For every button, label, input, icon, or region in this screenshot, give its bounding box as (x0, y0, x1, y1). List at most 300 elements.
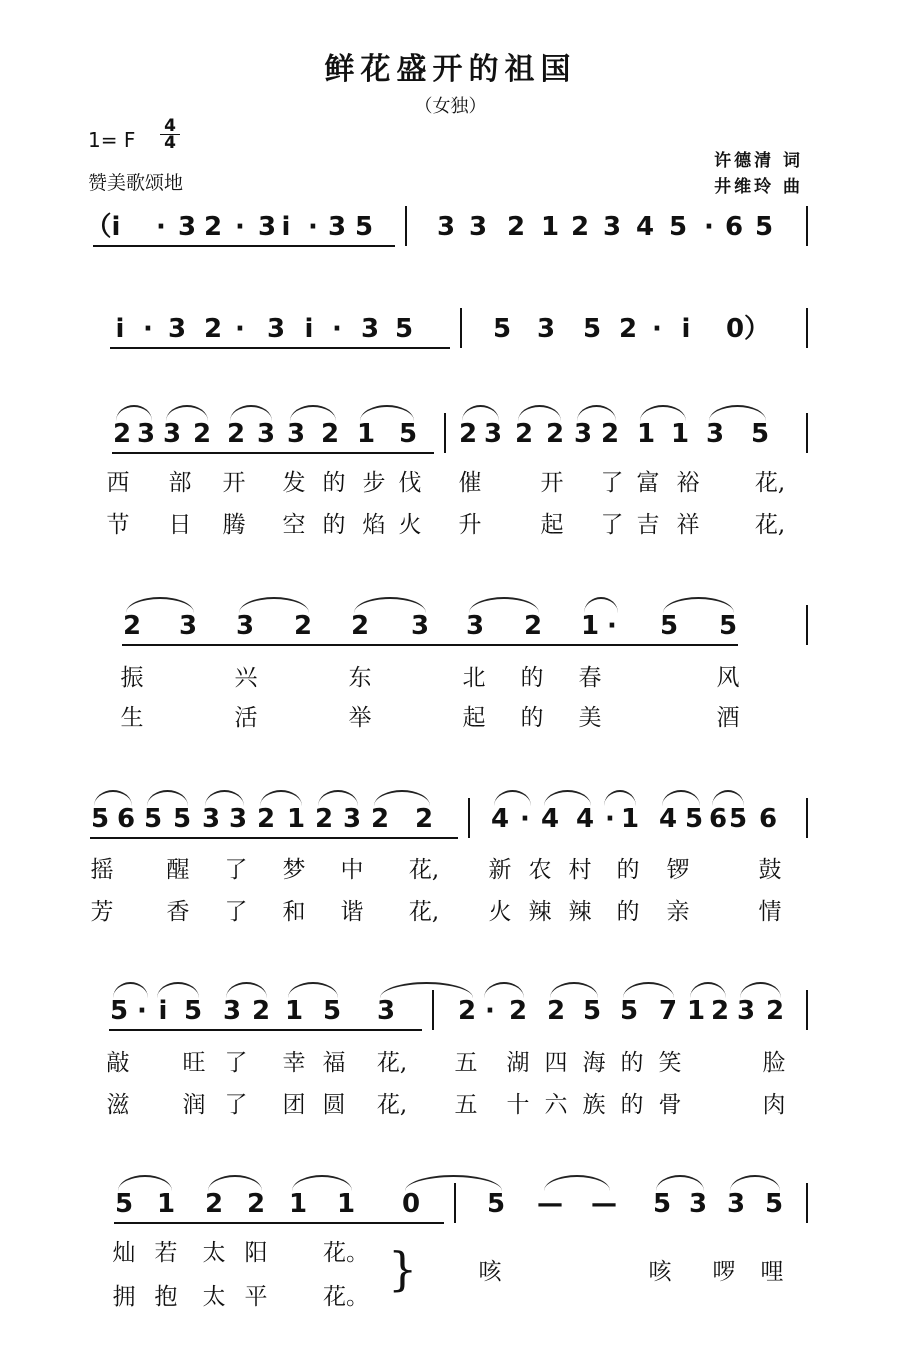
refrain-syllable: 咳 (648, 1259, 672, 1285)
lyric-syllable: 新 (488, 857, 512, 883)
slur-arc (640, 405, 686, 421)
key-signature: 1= F (88, 128, 136, 152)
lyric-syllable: 活 (234, 705, 258, 731)
note: 5 (394, 314, 414, 344)
lyric-syllable: 开 (222, 470, 246, 496)
lyric-syllable: 谐 (340, 899, 364, 925)
slur-arc (288, 982, 338, 998)
note: 2 (256, 804, 276, 834)
note: 3 (705, 419, 725, 449)
slur-arc (374, 790, 430, 806)
slur-arc (484, 982, 524, 998)
lyric-syllable: 的 (520, 665, 544, 691)
note: · (605, 804, 615, 834)
slur-arc (584, 597, 618, 613)
note: 5 (354, 212, 374, 242)
note: 4 (658, 804, 678, 834)
composer-credit: 井维玲 曲 (714, 177, 803, 197)
slur-arc (380, 982, 473, 998)
note: 5 (398, 419, 418, 449)
lyric-syllable: 肉 (762, 1092, 786, 1118)
note: 3 (177, 212, 197, 242)
note: 1 (288, 1189, 308, 1219)
slur-arc (405, 1175, 502, 1191)
lyric-syllable: 太 (202, 1284, 226, 1310)
lyric-syllable: 敲 (106, 1050, 130, 1076)
slur-arc (656, 1175, 704, 1191)
lyric-syllable: 情 (758, 899, 782, 925)
note: 1 (636, 419, 656, 449)
lyric-syllable: 平 (244, 1284, 268, 1310)
note: 2 (508, 996, 528, 1026)
lyric-syllable: 农 (528, 857, 552, 883)
lyric-syllable: 春 (578, 665, 602, 691)
lyric-syllable: 了 (600, 470, 624, 496)
refrain-syllable: 咳 (478, 1259, 502, 1285)
note: 3 (602, 212, 622, 242)
note: 3 (536, 314, 556, 344)
note: 5 (582, 996, 602, 1026)
lyric-syllable: 和 (282, 899, 306, 925)
lyric-syllable: 骨 (658, 1092, 682, 1118)
beam-line (90, 837, 458, 839)
note: 2 (506, 212, 526, 242)
note: 3 (178, 611, 198, 641)
time-denominator: 4 (164, 133, 176, 153)
lyric-syllable: 腾 (222, 512, 246, 538)
note: 2 (122, 611, 142, 641)
slur-arc (690, 982, 726, 998)
note: — (537, 1189, 563, 1219)
lyric-syllable: 花。 (323, 1284, 369, 1310)
note: 3 (162, 419, 182, 449)
slur-arc (577, 405, 616, 421)
note: 1 (284, 996, 304, 1026)
note: 3 (465, 611, 485, 641)
note: 5 (322, 996, 342, 1026)
note: 3 (468, 212, 488, 242)
lyric-syllable: 锣 (666, 857, 690, 883)
note: · (520, 804, 530, 834)
beam-line (109, 1029, 422, 1031)
lyric-syllable: 风 (716, 665, 740, 691)
note: 6 (724, 212, 744, 242)
lyric-syllable: 西 (106, 470, 130, 496)
lyric-syllable: 五 (454, 1050, 478, 1076)
beam-line (93, 245, 395, 247)
slur-arc (740, 982, 781, 998)
note: 3 (256, 419, 276, 449)
note: 3 (228, 804, 248, 834)
note: 2 (546, 996, 566, 1026)
note: 5 (90, 804, 110, 834)
lyric-syllable: 抱 (154, 1284, 178, 1310)
lyric-syllable: 酒 (716, 705, 740, 731)
lyric-syllable: 十 (506, 1092, 530, 1118)
song-title: 鲜花盛开的祖国 (324, 52, 577, 87)
lyric-syllable: 花, (408, 899, 440, 925)
note: 7 (658, 996, 678, 1026)
note: 2 (246, 1189, 266, 1219)
lyric-syllable: 脸 (762, 1050, 786, 1076)
lyric-syllable: 旺 (182, 1050, 206, 1076)
note: 3 (266, 314, 286, 344)
slur-arc (126, 597, 194, 613)
lyric-syllable: 了 (224, 899, 248, 925)
note: · (652, 314, 662, 344)
bar-line (806, 605, 808, 645)
note: 5 (652, 1189, 672, 1219)
note: 2 (457, 996, 477, 1026)
refrain-syllable: 哩 (760, 1259, 784, 1285)
note: 3 (573, 419, 593, 449)
lyric-syllable: 拥 (112, 1284, 136, 1310)
slur-arc (113, 982, 148, 998)
note: 4 (575, 804, 595, 834)
lyric-syllable: 的 (322, 512, 346, 538)
lyric-syllable: 香 (166, 899, 190, 925)
note: 3 (360, 314, 380, 344)
note: i (304, 314, 314, 344)
song-subtitle: （女独） (414, 96, 487, 117)
slur-arc (205, 790, 244, 806)
note: 1 (620, 804, 640, 834)
lyric-syllable: 湖 (506, 1050, 530, 1076)
note: 2 (523, 611, 543, 641)
lyric-syllable: 灿 (112, 1240, 136, 1266)
note: · (137, 996, 147, 1026)
bar-line (806, 413, 808, 453)
lyric-syllable: 润 (182, 1092, 206, 1118)
slur-arc (94, 790, 132, 806)
note: i (281, 212, 291, 242)
note: 3 (736, 996, 756, 1026)
note: · (332, 314, 342, 344)
note: 3 (436, 212, 456, 242)
slur-arc (226, 982, 267, 998)
slur-arc (469, 597, 539, 613)
note: 2 (570, 212, 590, 242)
lyric-syllable: 了 (224, 1050, 248, 1076)
note: 0） (725, 314, 771, 344)
lyric-syllable: 的 (520, 705, 544, 731)
lyric-syllable: 鼓 (758, 857, 782, 883)
lyric-syllable: 圆 (322, 1092, 346, 1118)
note: 2 (320, 419, 340, 449)
note: 2 (600, 419, 620, 449)
note: 3 (167, 314, 187, 344)
slur-arc (544, 1175, 610, 1191)
note: 2 (765, 996, 785, 1026)
note: 3 (257, 212, 277, 242)
lyric-syllable: 花, (408, 857, 440, 883)
note: 1 (670, 419, 690, 449)
note: 3 (688, 1189, 708, 1219)
note: 5 (668, 212, 688, 242)
note: 2 (618, 314, 638, 344)
lyric-syllable: 福 (322, 1050, 346, 1076)
note: 1 (580, 611, 600, 641)
lyric-syllable: 升 (458, 512, 482, 538)
lyric-syllable: 幸 (282, 1050, 306, 1076)
note: 4 (540, 804, 560, 834)
lyric-syllable: 族 (582, 1092, 606, 1118)
note: 5 (754, 212, 774, 242)
note: 5 (582, 314, 602, 344)
note: 5 (109, 996, 129, 1026)
note: 5 (143, 804, 163, 834)
note: 2 (545, 419, 565, 449)
note: 4 (635, 212, 655, 242)
lyric-syllable: 生 (120, 705, 144, 731)
note: · (607, 611, 617, 641)
lyric-syllable: 笑 (658, 1050, 682, 1076)
slur-arc (290, 405, 336, 421)
note: 2 (251, 996, 271, 1026)
lyric-syllable: 花, (754, 512, 786, 538)
lyric-syllable: 摇 (90, 857, 114, 883)
bar-line (460, 308, 462, 348)
lyric-syllable: 空 (282, 512, 306, 538)
lyric-syllable: 富 (636, 470, 660, 496)
lyric-syllable: 东 (348, 665, 372, 691)
bar-line (444, 413, 446, 453)
lyric-syllable: 开 (540, 470, 564, 496)
note: 3 (342, 804, 362, 834)
lyric-syllable: 火 (488, 899, 512, 925)
note: 2 (112, 419, 132, 449)
slur-arc (494, 790, 531, 806)
lyric-syllable: 了 (224, 1092, 248, 1118)
note: 3 (201, 804, 221, 834)
note: 5 (728, 804, 748, 834)
slur-arc (550, 982, 598, 998)
note: 5 (172, 804, 192, 834)
note: i (681, 314, 691, 344)
note: 5 (718, 611, 738, 641)
note: · (235, 314, 245, 344)
note: （i (85, 212, 121, 242)
note: 5 (619, 996, 639, 1026)
lyric-syllable: 花, (754, 470, 786, 496)
note: 1 (356, 419, 376, 449)
note: 5 (684, 804, 704, 834)
lyric-syllable: 的 (322, 470, 346, 496)
lyric-syllable: 亲 (666, 899, 690, 925)
note: 5 (114, 1189, 134, 1219)
lyric-syllable: 滋 (106, 1092, 130, 1118)
note: · (235, 212, 245, 242)
lyric-syllable: 吉 (636, 512, 660, 538)
note: 6 (708, 804, 728, 834)
slur-arc (166, 405, 208, 421)
time-signature (160, 118, 180, 151)
lyric-syllable: 起 (462, 705, 486, 731)
note: · (485, 996, 495, 1026)
bar-line (806, 990, 808, 1030)
slur-arc (208, 1175, 262, 1191)
lyric-syllable: 梦 (282, 857, 306, 883)
beam-line (114, 1222, 444, 1224)
slur-arc (518, 405, 561, 421)
note: 3 (327, 212, 347, 242)
lyric-syllable: 花, (376, 1092, 408, 1118)
lyric-syllable: 步 (362, 470, 386, 496)
slur-arc (544, 790, 591, 806)
lyric-syllable: 花。 (323, 1240, 369, 1266)
note: 2 (710, 996, 730, 1026)
lyric-syllable: 村 (568, 857, 592, 883)
lyric-syllable: 举 (348, 705, 372, 731)
note: · (143, 314, 153, 344)
note: 5 (659, 611, 679, 641)
note: 6 (758, 804, 778, 834)
slur-arc (623, 982, 674, 998)
note: 3 (286, 419, 306, 449)
note: 1 (286, 804, 306, 834)
lyric-syllable: 焰 (362, 512, 386, 538)
lyric-syllable: 花, (376, 1050, 408, 1076)
note: 3 (136, 419, 156, 449)
lyric-syllable: 日 (168, 512, 192, 538)
slur-arc (360, 405, 414, 421)
note: 5 (750, 419, 770, 449)
lyric-syllable: 阳 (244, 1240, 268, 1266)
lyric-syllable: 部 (168, 470, 192, 496)
note: · (156, 212, 166, 242)
lyric-syllable: 四 (544, 1050, 568, 1076)
lyric-syllable: 的 (616, 899, 640, 925)
lyric-syllable: 伐 (398, 470, 422, 496)
time-numerator: 4 (160, 118, 180, 135)
lyric-syllable: 六 (544, 1092, 568, 1118)
lyric-brace: } (388, 1242, 418, 1296)
note: i (158, 996, 168, 1026)
slur-arc (230, 405, 272, 421)
note: 2 (204, 1189, 224, 1219)
lyric-syllable: 发 (282, 470, 306, 496)
note: 2 (514, 419, 534, 449)
note: 2 (203, 212, 223, 242)
note: 2 (293, 611, 313, 641)
beam-line (110, 347, 450, 349)
lyric-syllable: 醒 (166, 857, 190, 883)
slur-arc (318, 790, 358, 806)
lyric-syllable: 祥 (676, 512, 700, 538)
note: 2 (314, 804, 334, 834)
beam-line (122, 644, 738, 646)
lyric-syllable: 节 (106, 512, 130, 538)
lyricist-credit: 许德清 词 (714, 151, 803, 171)
slur-arc (292, 1175, 352, 1191)
lyric-syllable: 海 (582, 1050, 606, 1076)
note: 3 (235, 611, 255, 641)
slur-arc (462, 405, 499, 421)
beam-line (112, 452, 434, 454)
lyric-syllable: 的 (620, 1092, 644, 1118)
note: 1 (336, 1189, 356, 1219)
slur-arc (147, 790, 188, 806)
bar-line (405, 206, 407, 246)
lyric-syllable: 振 (120, 665, 144, 691)
lyric-syllable: 火 (398, 512, 422, 538)
note: 3 (726, 1189, 746, 1219)
note: 5 (764, 1189, 784, 1219)
lyric-syllable: 中 (340, 857, 364, 883)
note: 5 (486, 1189, 506, 1219)
note: 3 (222, 996, 242, 1026)
lyric-syllable: 辣 (528, 899, 552, 925)
note: · (308, 212, 318, 242)
slur-arc (663, 597, 734, 613)
lyric-syllable: 的 (616, 857, 640, 883)
slur-arc (712, 790, 744, 806)
slur-arc (116, 405, 152, 421)
note: 3 (376, 996, 396, 1026)
note: 1 (156, 1189, 176, 1219)
note: 2 (226, 419, 246, 449)
slur-arc (709, 405, 766, 421)
note: 3 (410, 611, 430, 641)
slur-arc (239, 597, 309, 613)
lyric-syllable: 的 (620, 1050, 644, 1076)
bar-line (468, 798, 470, 838)
slur-arc (118, 1175, 172, 1191)
note: 1 (686, 996, 706, 1026)
note: 2 (192, 419, 212, 449)
note: 2 (370, 804, 390, 834)
note: 3 (483, 419, 503, 449)
refrain-syllable: 啰 (712, 1259, 736, 1285)
note: 6 (116, 804, 136, 834)
lyric-syllable: 辣 (568, 899, 592, 925)
note: 2 (458, 419, 478, 449)
note: — (591, 1189, 617, 1219)
slur-arc (260, 790, 302, 806)
lyric-syllable: 美 (578, 705, 602, 731)
slur-arc (157, 982, 199, 998)
note: 2 (350, 611, 370, 641)
slur-arc (604, 790, 636, 806)
slur-arc (662, 790, 700, 806)
lyric-syllable: 若 (154, 1240, 178, 1266)
note: 1 (540, 212, 560, 242)
note: 0 (401, 1189, 421, 1219)
lyric-syllable: 了 (224, 857, 248, 883)
lyric-syllable: 北 (462, 665, 486, 691)
lyric-syllable: 五 (454, 1092, 478, 1118)
lyric-syllable: 芳 (90, 899, 114, 925)
note: · (704, 212, 714, 242)
lyric-syllable: 催 (458, 470, 482, 496)
lyric-syllable: 团 (282, 1092, 306, 1118)
note: 2 (203, 314, 223, 344)
note: 4 (490, 804, 510, 834)
lyric-syllable: 太 (202, 1240, 226, 1266)
note: i (115, 314, 125, 344)
lyric-syllable: 裕 (676, 470, 700, 496)
slur-arc (730, 1175, 780, 1191)
bar-line (806, 1183, 808, 1223)
lyric-syllable: 了 (600, 512, 624, 538)
note: 5 (492, 314, 512, 344)
tempo-marking: 赞美歌颂地 (88, 172, 184, 194)
lyric-syllable: 兴 (234, 665, 258, 691)
note: 5 (183, 996, 203, 1026)
bar-line (806, 798, 808, 838)
lyric-syllable: 起 (540, 512, 564, 538)
note: 2 (414, 804, 434, 834)
